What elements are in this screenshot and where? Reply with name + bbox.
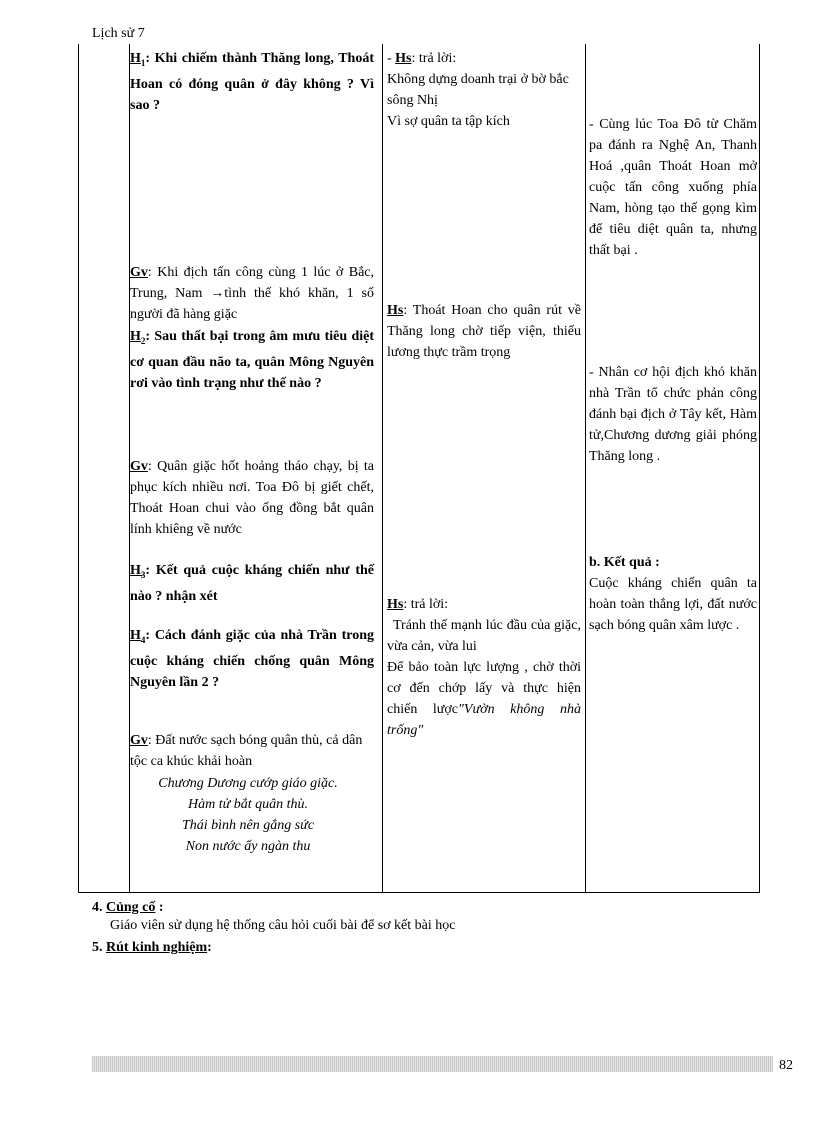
footer-bar [92,1056,773,1072]
note-paragraph-2: - Nhân cơ hội địch khó khăn nhà Trần tổ chức phản công đánh bại địch ở Tây kết, Hàm tử,Chương dương giải phóng Thăng long . [589,365,757,464]
poem-line: Thái bình nên gắng sức [181,818,315,833]
teacher-note-2: Gv: Quân giặc hốt hoảng tháo chạy, bị ta phục kích nhiều nơi. Toa Đô bị giết chết, Thoát Hoan chui vào ống đồng bắt quân lính khiêng về nước [130,459,374,537]
section-4-text: Giáo viên sử dụng hệ thống câu hỏi cuối bài để sơ kết bài học [110,918,456,933]
poem-line: Non nước ấy ngàn thu [185,839,311,854]
teacher-note-3: Gv: Đất nước sạch bóng quân thù, cả dân tộc ca khúc khải hoàn [130,733,363,769]
result-heading: b. Kết quả : [589,555,660,570]
section-4-heading: 4. Củng cố : [92,900,164,915]
teacher-questions-column [130,44,383,893]
note-paragraph-1: - Cùng lúc Toa Đô từ Chăm pa đánh ra Nghệ An, Thanh Hoá ,quân Thoát Hoan mở cuộc tấn công xuống phía Nam, hòng tạo thế gọng kìm để tiêu diệt quân ta, nhưng thất bại . [589,117,757,258]
student-answer-1: - Hs: trả lời: Không dựng doanh trại ở bờ bắc sông Nhị Vì sợ quân ta tập kích [387,51,569,129]
question-h1: $H_1$: Khi chiếm thành Thăng long, Thoát Hoan có đóng quân ở đây không ? Vì sao ? [130,51,374,113]
poem-line: Hàm tử bắt quân thù. [187,797,309,812]
question-h4: $H_4$: Cách đánh giặc của nhà Trần trong cuộc kháng chiến chống quân Mông Nguyên lần 2 ? [130,628,374,690]
student-answer-2: Hs: Thoát Hoan cho quân rút về Thăng long chờ tiếp viện, thiếu lương thực trầm trọng [387,303,581,360]
student-answer-3: Hs: trả lời: Tránh thế mạnh lúc đầu của giặc, vừa cản, vừa lui Để bảo toàn lực lượng , chờ thời cơ đến chớp lấy và thực hiện chiến lược"Vườn không nhà trống" [387,597,581,738]
lesson-table [78,44,760,893]
page-number: 82 [779,1058,793,1073]
teacher-note-1: Gv: Khi địch tấn công cùng 1 lúc ở Bắc, Trung, Nam →tình thế khó khăn, 1 số người đã hàng giặc [130,265,374,322]
poem [130,773,366,857]
page-header-title: Lịch sử 7 [92,26,145,41]
notes-column [586,44,760,893]
question-h3: $H_3$: Kết quả cuộc kháng chiến như thế nào ? nhận xét [130,563,374,604]
result-text: Cuộc kháng chiến quân ta hoàn toàn thắng lợi, đất nước sạch bóng quân xâm lược . [589,576,757,633]
question-h2: $H_2$: Sau thất bại trong âm mưu tiêu diệt cơ quan đầu não ta, quân Mông Nguyên rơi vào tình trạng như thế nào ? [130,329,374,391]
student-answers-column [383,44,586,893]
section-5-heading: 5. Rút kinh nghiệm: [92,940,212,955]
poem-line: Chương Dương cướp giáo giặc. [158,776,338,791]
